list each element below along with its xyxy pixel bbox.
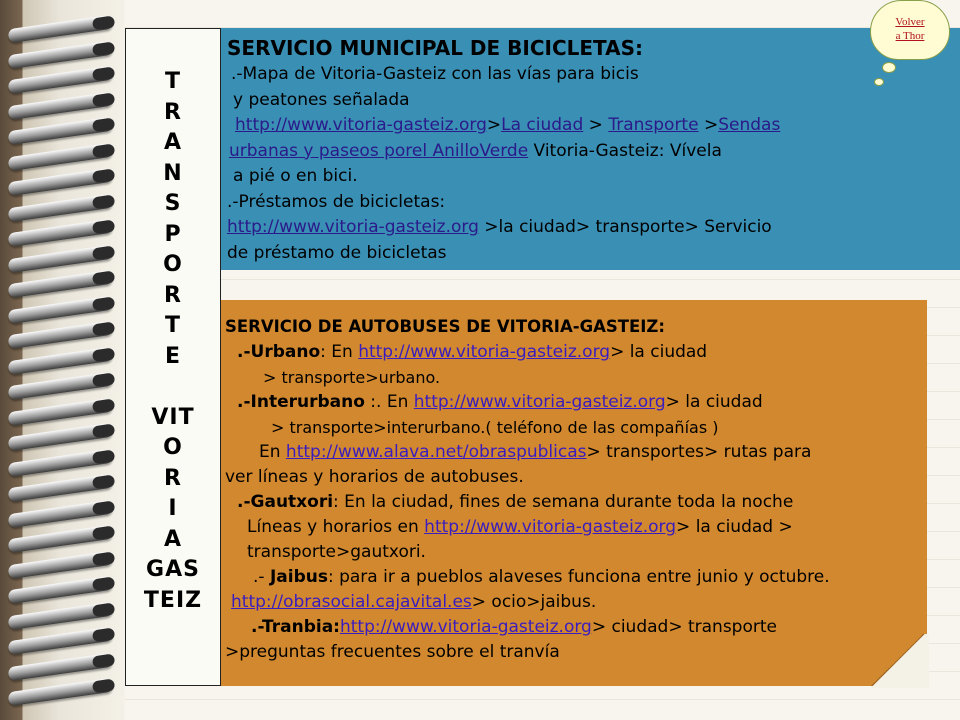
spiral-ring bbox=[8, 627, 114, 655]
spiral-ring bbox=[8, 91, 114, 119]
side-title-part: P bbox=[164, 221, 182, 247]
spiral-ring bbox=[8, 219, 114, 247]
bus-interurbano-text: :. En bbox=[364, 392, 414, 412]
link-alava[interactable]: http://www.alava.net/obraspublicas bbox=[285, 442, 587, 462]
side-title-part: N bbox=[163, 160, 183, 186]
cloud-bubble-large bbox=[882, 62, 896, 73]
side-title-part: VIT bbox=[151, 404, 195, 430]
link-interurbano[interactable]: http://www.vitoria-gasteiz.org bbox=[413, 392, 666, 412]
side-title-part: T bbox=[164, 313, 181, 338]
spiral-ring bbox=[8, 168, 114, 196]
spiral-ring bbox=[8, 652, 114, 680]
spiral-ring bbox=[8, 40, 114, 68]
side-title-part: R bbox=[164, 99, 182, 125]
page-curl-cover bbox=[867, 634, 929, 688]
bus-interurbano-line bbox=[225, 390, 927, 415]
link-sendas[interactable]: Sendas bbox=[718, 115, 781, 135]
bus-gautxori-text: : En la ciudad, fines de semana durante toda la noche bbox=[333, 492, 794, 512]
link-anillo-verde[interactable]: urbanas y paseos porel AnilloVerde bbox=[229, 140, 529, 161]
spiral-ring bbox=[8, 270, 114, 298]
link-vitoria-gasteiz[interactable]: http://www.vitoria-gasteiz.org bbox=[235, 115, 487, 135]
side-title-part: GAS bbox=[146, 557, 200, 582]
link-vitoria-gasteiz-loan[interactable]: http://www.vitoria-gasteiz.org bbox=[227, 217, 479, 237]
spiral-ring bbox=[8, 601, 114, 629]
bike-loan-end-text: de préstamo de bicicletas bbox=[227, 242, 447, 263]
bike-loan-heading bbox=[227, 190, 960, 216]
bus-interurbano-line-2 bbox=[225, 415, 927, 440]
bike-anillo-text: Vitoria-Gasteiz: Vívela bbox=[528, 140, 722, 161]
bike-map-links-line bbox=[227, 113, 960, 139]
spiral-ring bbox=[8, 678, 114, 706]
bus-service-title: SERVICIO DE AUTOBUSES DE VITORIA-GASTEIZ: bbox=[225, 317, 665, 336]
bus-tranvia-after: > ciudad> transporte bbox=[591, 617, 777, 637]
spiral-ring bbox=[8, 474, 114, 502]
side-title-part: S bbox=[164, 191, 182, 216]
side-title-column bbox=[125, 28, 221, 686]
link-la-ciudad[interactable]: La ciudad bbox=[501, 115, 584, 135]
bus-tranvia-path: >preguntas frecuentes sobre el tranvía bbox=[225, 642, 560, 662]
bike-loan-path: >la ciudad> transporte> Servicio bbox=[478, 217, 772, 237]
back-link-line-1[interactable]: Volver bbox=[895, 16, 925, 28]
bus-gautxori-line bbox=[225, 490, 927, 515]
bike-anillo-line bbox=[227, 139, 960, 165]
separator: > bbox=[698, 115, 719, 135]
side-title-part: O bbox=[163, 252, 183, 277]
spiral-ring bbox=[8, 499, 114, 527]
bike-loan-line-end bbox=[227, 241, 960, 267]
bus-alava-line-2 bbox=[225, 465, 927, 490]
side-title-part: A bbox=[163, 130, 183, 155]
bus-tranvia-line bbox=[225, 615, 927, 640]
spiral-ring bbox=[8, 295, 114, 323]
side-title-part: T bbox=[164, 69, 181, 94]
bus-gautxori-line-2 bbox=[225, 515, 927, 540]
side-title-part bbox=[126, 372, 220, 403]
bus-alava-pre: En bbox=[259, 442, 286, 462]
spiral-ring bbox=[8, 372, 114, 400]
bus-interurbano-after: > la ciudad bbox=[665, 392, 763, 412]
bike-service-panel bbox=[221, 28, 960, 270]
spiral-ring bbox=[8, 117, 114, 145]
bus-alava-after: > transportes> rutas para bbox=[586, 442, 812, 462]
spiral-ring bbox=[8, 142, 114, 170]
spiral-ring bbox=[8, 346, 114, 374]
link-urbano[interactable]: http://www.vitoria-gasteiz.org bbox=[358, 342, 611, 362]
spiral-ring bbox=[8, 448, 114, 476]
spiral-ring bbox=[8, 66, 114, 94]
bus-jaibus-after: > ocio>jaibus. bbox=[471, 592, 597, 612]
bus-jaibus-line bbox=[225, 565, 927, 590]
bike-map-line-5 bbox=[227, 164, 960, 190]
back-callout bbox=[860, 0, 960, 100]
spiral-ring bbox=[8, 525, 114, 553]
spiral-ring bbox=[8, 15, 114, 43]
bus-urbano-after: > la ciudad bbox=[610, 342, 708, 362]
link-transporte[interactable]: Transporte bbox=[608, 115, 699, 135]
side-title-part: TEIZ bbox=[143, 587, 203, 613]
notebook-spine bbox=[0, 0, 125, 720]
spiral-ring bbox=[8, 423, 114, 451]
bus-gautxori-after: > la ciudad > bbox=[676, 517, 793, 537]
side-title-part: E bbox=[164, 343, 182, 369]
bus-urbano-label: .-Urbano bbox=[237, 342, 321, 362]
bus-urbano-text: : En bbox=[320, 342, 359, 362]
bus-service-panel bbox=[221, 300, 927, 686]
bus-urbano-line-2 bbox=[225, 365, 927, 390]
bike-loan-text: .-Préstamos de bicicletas: bbox=[227, 191, 446, 212]
bus-tranvia-label: .-Tranbia: bbox=[251, 617, 340, 637]
spiral-ring bbox=[8, 193, 114, 221]
bus-alava-line bbox=[225, 440, 927, 465]
bus-tranvia-line-2 bbox=[225, 640, 927, 665]
bike-map-text-2: y peatones señalada bbox=[233, 89, 410, 110]
bus-jaibus-text: : para ir a pueblos alaveses funciona entre junio y octubre. bbox=[327, 567, 830, 587]
bus-urbano-line bbox=[225, 340, 927, 365]
side-title-part: R bbox=[164, 465, 182, 491]
separator: > bbox=[583, 115, 609, 135]
separator: > bbox=[486, 115, 502, 135]
bus-gautxori-pre: Líneas y horarios en bbox=[247, 517, 425, 537]
back-cloud[interactable] bbox=[870, 0, 950, 60]
bike-map-line-2 bbox=[227, 88, 960, 114]
bike-map-line-1 bbox=[227, 62, 960, 88]
bus-gautxori-path: transporte>gautxori. bbox=[247, 542, 426, 562]
bike-map-text: .-Mapa de Vitoria-Gasteiz con las vías para bicis bbox=[231, 64, 639, 84]
bike-walk-text: a pié o en bici. bbox=[233, 166, 358, 186]
bus-jaibus-label: Jaibus bbox=[269, 567, 328, 587]
bus-gautxori-line-3 bbox=[225, 540, 927, 565]
spiral-ring bbox=[8, 321, 114, 349]
back-link-line-2[interactable]: a Thor bbox=[895, 30, 925, 42]
link-tranvia[interactable]: http://www.vitoria-gasteiz.org bbox=[339, 617, 592, 637]
bus-alava-text: ver líneas y horarios de autobuses. bbox=[225, 467, 524, 487]
bus-gautxori-label: .-Gautxori bbox=[237, 492, 334, 512]
bus-urbano-path: > transporte>urbano. bbox=[263, 368, 441, 387]
spiral-ring bbox=[8, 550, 114, 578]
bike-service-title: SERVICIO MUNICIPAL DE BICICLETAS: bbox=[227, 36, 644, 60]
bus-interurbano-label: .-Interurbano bbox=[237, 392, 365, 412]
bus-interurbano-path: > transporte>interurbano.( teléfono de las compañías ) bbox=[271, 418, 719, 437]
side-title-part: R bbox=[164, 282, 182, 308]
spiral-ring bbox=[8, 576, 114, 604]
spiral-ring bbox=[8, 244, 114, 272]
link-gautxori[interactable]: http://www.vitoria-gasteiz.org bbox=[424, 517, 677, 537]
bus-jaibus-pre: .- bbox=[253, 567, 270, 587]
spiral-ring bbox=[8, 397, 114, 425]
bike-loan-link-line bbox=[227, 215, 960, 241]
bus-jaibus-line-2 bbox=[225, 590, 927, 615]
cloud-bubble-small bbox=[874, 78, 884, 86]
link-cajavital[interactable]: http://obrasocial.cajavital.es bbox=[231, 592, 472, 612]
side-title-part: O bbox=[163, 435, 183, 460]
side-title-part: I bbox=[168, 496, 178, 521]
side-title-part: A bbox=[163, 526, 183, 552]
